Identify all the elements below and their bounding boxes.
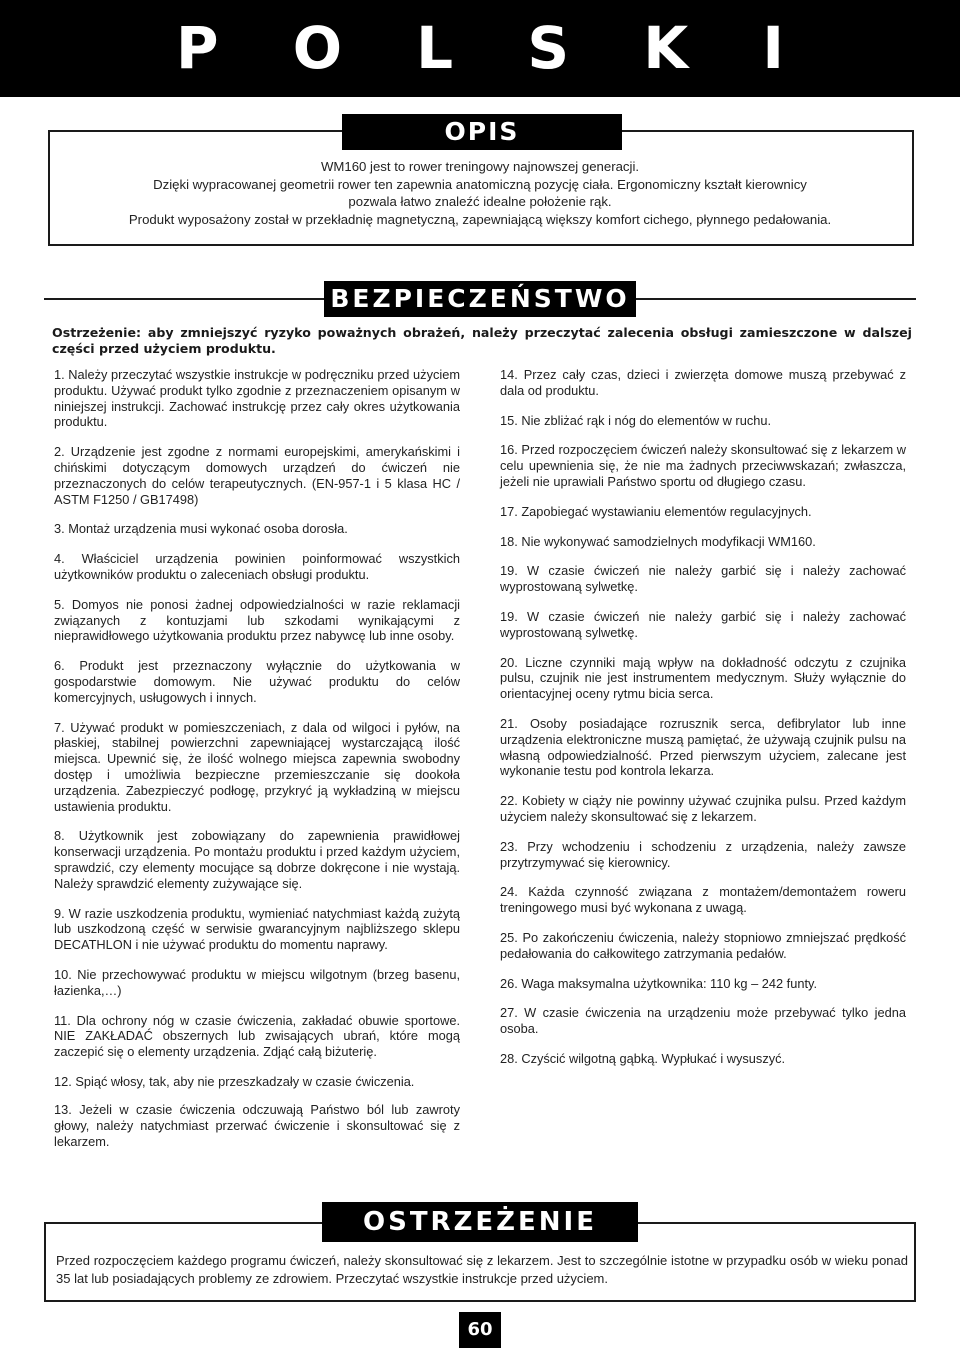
safety-item: 14. Przez cały czas, dzieci i zwierzęta domowe muszą przebywać z dala od produktu.: [500, 367, 906, 398]
safety-item: 5. Domyos nie ponosi żadnej odpowiedzialności w razie reklamacji związanych z kontuzjami lub szkodami wynikającymi z nieprawidłowego użytkowania produktu przez nabywcę lub inne osoby.: [54, 596, 460, 644]
safety-item: 1. Należy przeczytać wszystkie instrukcje w podręczniku przed użyciem produktu. Używać produkt tylko zgodnie z przeznaczeniem opisanym w niniejszej instrukcji. Zachować instrukcję przez cały okres użytkowania produktu.: [54, 367, 460, 430]
caution-text: Przed rozpoczęciem każdego programu ćwiczeń, należy skonsultować się z lekarzem. Jest to szczególnie istotne w przypadku osób w wieku ponad 35 lat lub posiadających problemy ze zdrowiem. Przeczytać wszystkie instrukcje przed użyciem.: [56, 1253, 908, 1286]
safety-heading: BEZPIECZEŃSTWO: [324, 281, 636, 317]
language-letter: L: [416, 14, 454, 82]
safety-item: 28. Czyścić wilgotną gąbką. Wypłukać i wysuszyć.: [500, 1050, 786, 1066]
safety-item: 12. Spiąć włosy, tak, aby nie przeszkadzały w czasie ćwiczenia.: [54, 1073, 415, 1089]
description-text: [60, 158, 900, 228]
safety-item: 4. Właściciel urządzenia powinien poinformować wszystkich użytkowników produktu o zaleceniach obsługi produktu.: [54, 551, 460, 582]
description-line: WM160 jest to rower treningowy najnowszej generacji.: [320, 159, 640, 174]
safety-item: 18. Nie wykonywać samodzielnych modyfikacji WM160.: [500, 533, 816, 549]
language-title: [0, 0, 960, 97]
language-letter: K: [643, 14, 689, 82]
safety-right-column: [500, 367, 906, 1081]
language-letter: I: [762, 14, 784, 82]
page-number: 60: [459, 1312, 501, 1348]
language-letter: S: [527, 14, 570, 82]
safety-item: 27. W czasie ćwiczenia na urządzeniu może przebywać tylko jedna osoba.: [500, 1005, 906, 1037]
safety-item: 22. Kobiety w ciąży nie powinny używać czujnika pulsu. Przed każdym użyciem należy skonsultować się z lekarzem.: [500, 793, 906, 824]
safety-item: 15. Nie zbliżać rąk i nóg do elementów w ruchu.: [500, 412, 772, 428]
caution-heading: OSTRZEŻENIE: [322, 1202, 638, 1242]
language-letter: P: [176, 14, 219, 82]
safety-item: 24. Każda czynność związana z montażem/demontażem roweru treningowego musi być wykonana z uwagą.: [500, 884, 906, 916]
safety-item: 20. Liczne czynniki mają wpływ na dokładność odczytu z czujnika pulsu, czujnik nie jest instrumentem medycznym. Służy wyłącznie do orientacyjnej oceny rytmu bicia serca.: [500, 654, 906, 702]
safety-item: 10. Nie przechowywać produktu w miejscu wilgotnym (brzeg basenu, łazienka,…): [54, 966, 460, 998]
safety-item: 19. W czasie ćwiczeń nie należy garbić się i należy zachować wyprostowaną sylwetkę.: [500, 563, 906, 595]
safety-item: 17. Zapobiegać wystawianiu elementów regulacyjnych.: [500, 503, 812, 519]
safety-item: 23. Przy wchodzeniu i schodzeniu z urządzenia, należy zawsze przytrzymywać się kierownicy.: [500, 838, 906, 870]
safety-item: 3. Montaż urządzenia musi wykonać osoba dorosła.: [54, 521, 348, 537]
description-line: Dzięki wypracowanej geometrii rower ten zapewnia anatomiczną pozycję ciała. Ergonomiczny kształt kierownicy: [153, 176, 807, 192]
description-line: Produkt wyposażony został w przekładnię magnetyczną, zapewniającą większy komfort cichego, płynnego pedałowania.: [128, 211, 832, 227]
safety-warning: Ostrzeżenie: aby zmniejszyć ryzyko poważnych obrażeń, należy przeczytać zalecenia obsługi zamieszczone w dalszej części przed użyciem produktu.: [52, 325, 912, 356]
safety-left-column: [54, 367, 460, 1104]
safety-item: 11. Dla ochrony nóg w czasie ćwiczenia, zakładać obuwie sportowe. NIE ZAKŁADAĆ obszernych lub zwisających ubrań, które mogą zaczepić się o elementy urządzenia. Zdjąć całą biżuterię.: [54, 1012, 460, 1060]
safety-item: 16. Przed rozpoczęciem ćwiczeń należy skonsultować się z lekarzem w celu upewnienia się, że nie ma żadnych przeciwwskazań; zwłaszcza, jeżeli nie uprawiali Państwo sportu od długiego czasu.: [500, 442, 906, 489]
safety-item: 9. W razie uszkodzenia produktu, wymieniać natychmiast każdą zużytą lub uszkodzoną część w serwisie gwarancyjnym najbliższego sklepu DECATHLON i nie używać produktu do momentu naprawy.: [54, 905, 460, 953]
safety-item: 13. Jeżeli w czasie ćwiczenia odczuwają Państwo ból lub zawroty głowy, należy natychmiast przerwać ćwiczenie i skonsultować się z lekarzem.: [54, 1102, 460, 1149]
description-line: pozwala łatwo znaleźć idealne położenie rąk.: [348, 194, 612, 209]
safety-item: 6. Produkt jest przeznaczony wyłącznie do użytkowania w gospodarstwie domowym. Nie używać produktu do celów komercyjnych, usługowych i innych.: [54, 658, 460, 705]
safety-item: 7. Używać produkt w pomieszczeniach, z dala od wilgoci i pyłów, na płaskiej, stabilnej powierzchni zapewniającej wystarczającą ilość miejsca. Upewnić się, że ilość wolnego miejsca zapewnia swobodny dostęp i umożliwia bezpieczne przemieszczanie się dookoła urządzenia. Zabezpieczyć podłogę, przykryć ją wykładziną w miejscu ustawienia produktu.: [54, 719, 460, 814]
safety-item: 2. Urządzenie jest zgodne z normami europejskimi, amerykańskimi i chińskimi dotyczącym domowych urządzeń do ćwiczeń nie przeznaczonych do celów terapeutycznych. (EN-957-1 i 5 klasa HC / ASTM F1250 / GB17498): [54, 444, 460, 507]
safety-item: 26. Waga maksymalna użytkownika: 110 kg – 242 funty.: [500, 975, 818, 991]
language-letter: O: [292, 14, 342, 82]
safety-item: 25. Po zakończeniu ćwiczenia, należy stopniowo zmniejszać prędkość pedałowania do całkowitego zatrzymania pedałów.: [500, 929, 906, 961]
safety-item: 19. W czasie ćwiczeń nie należy garbić się i należy zachować wyprostowaną sylwetkę.: [500, 608, 906, 640]
safety-item: 21. Osoby posiadające rozrusznik serca, defibrylator lub inne urządzenia elektroniczne muszą pamiętać, że używają czujnik pulsu na własną odpowiedzialność. Przed pierwszym użyciem, zalecane jest wykonanie testu pod kontrola lekarza.: [500, 715, 906, 779]
language-banner: [0, 0, 960, 97]
safety-item: 8. Użytkownik jest zobowiązany do zapewnienia prawidłowej konserwacji urządzenia. Po montażu produktu i przed każdym użyciem, sprawdzić, czy elementy mocujące są dobrze dokręcone i nie wystają. Należy sprawdzić elementy zużywające się.: [54, 828, 460, 891]
description-heading: OPIS: [342, 114, 622, 150]
